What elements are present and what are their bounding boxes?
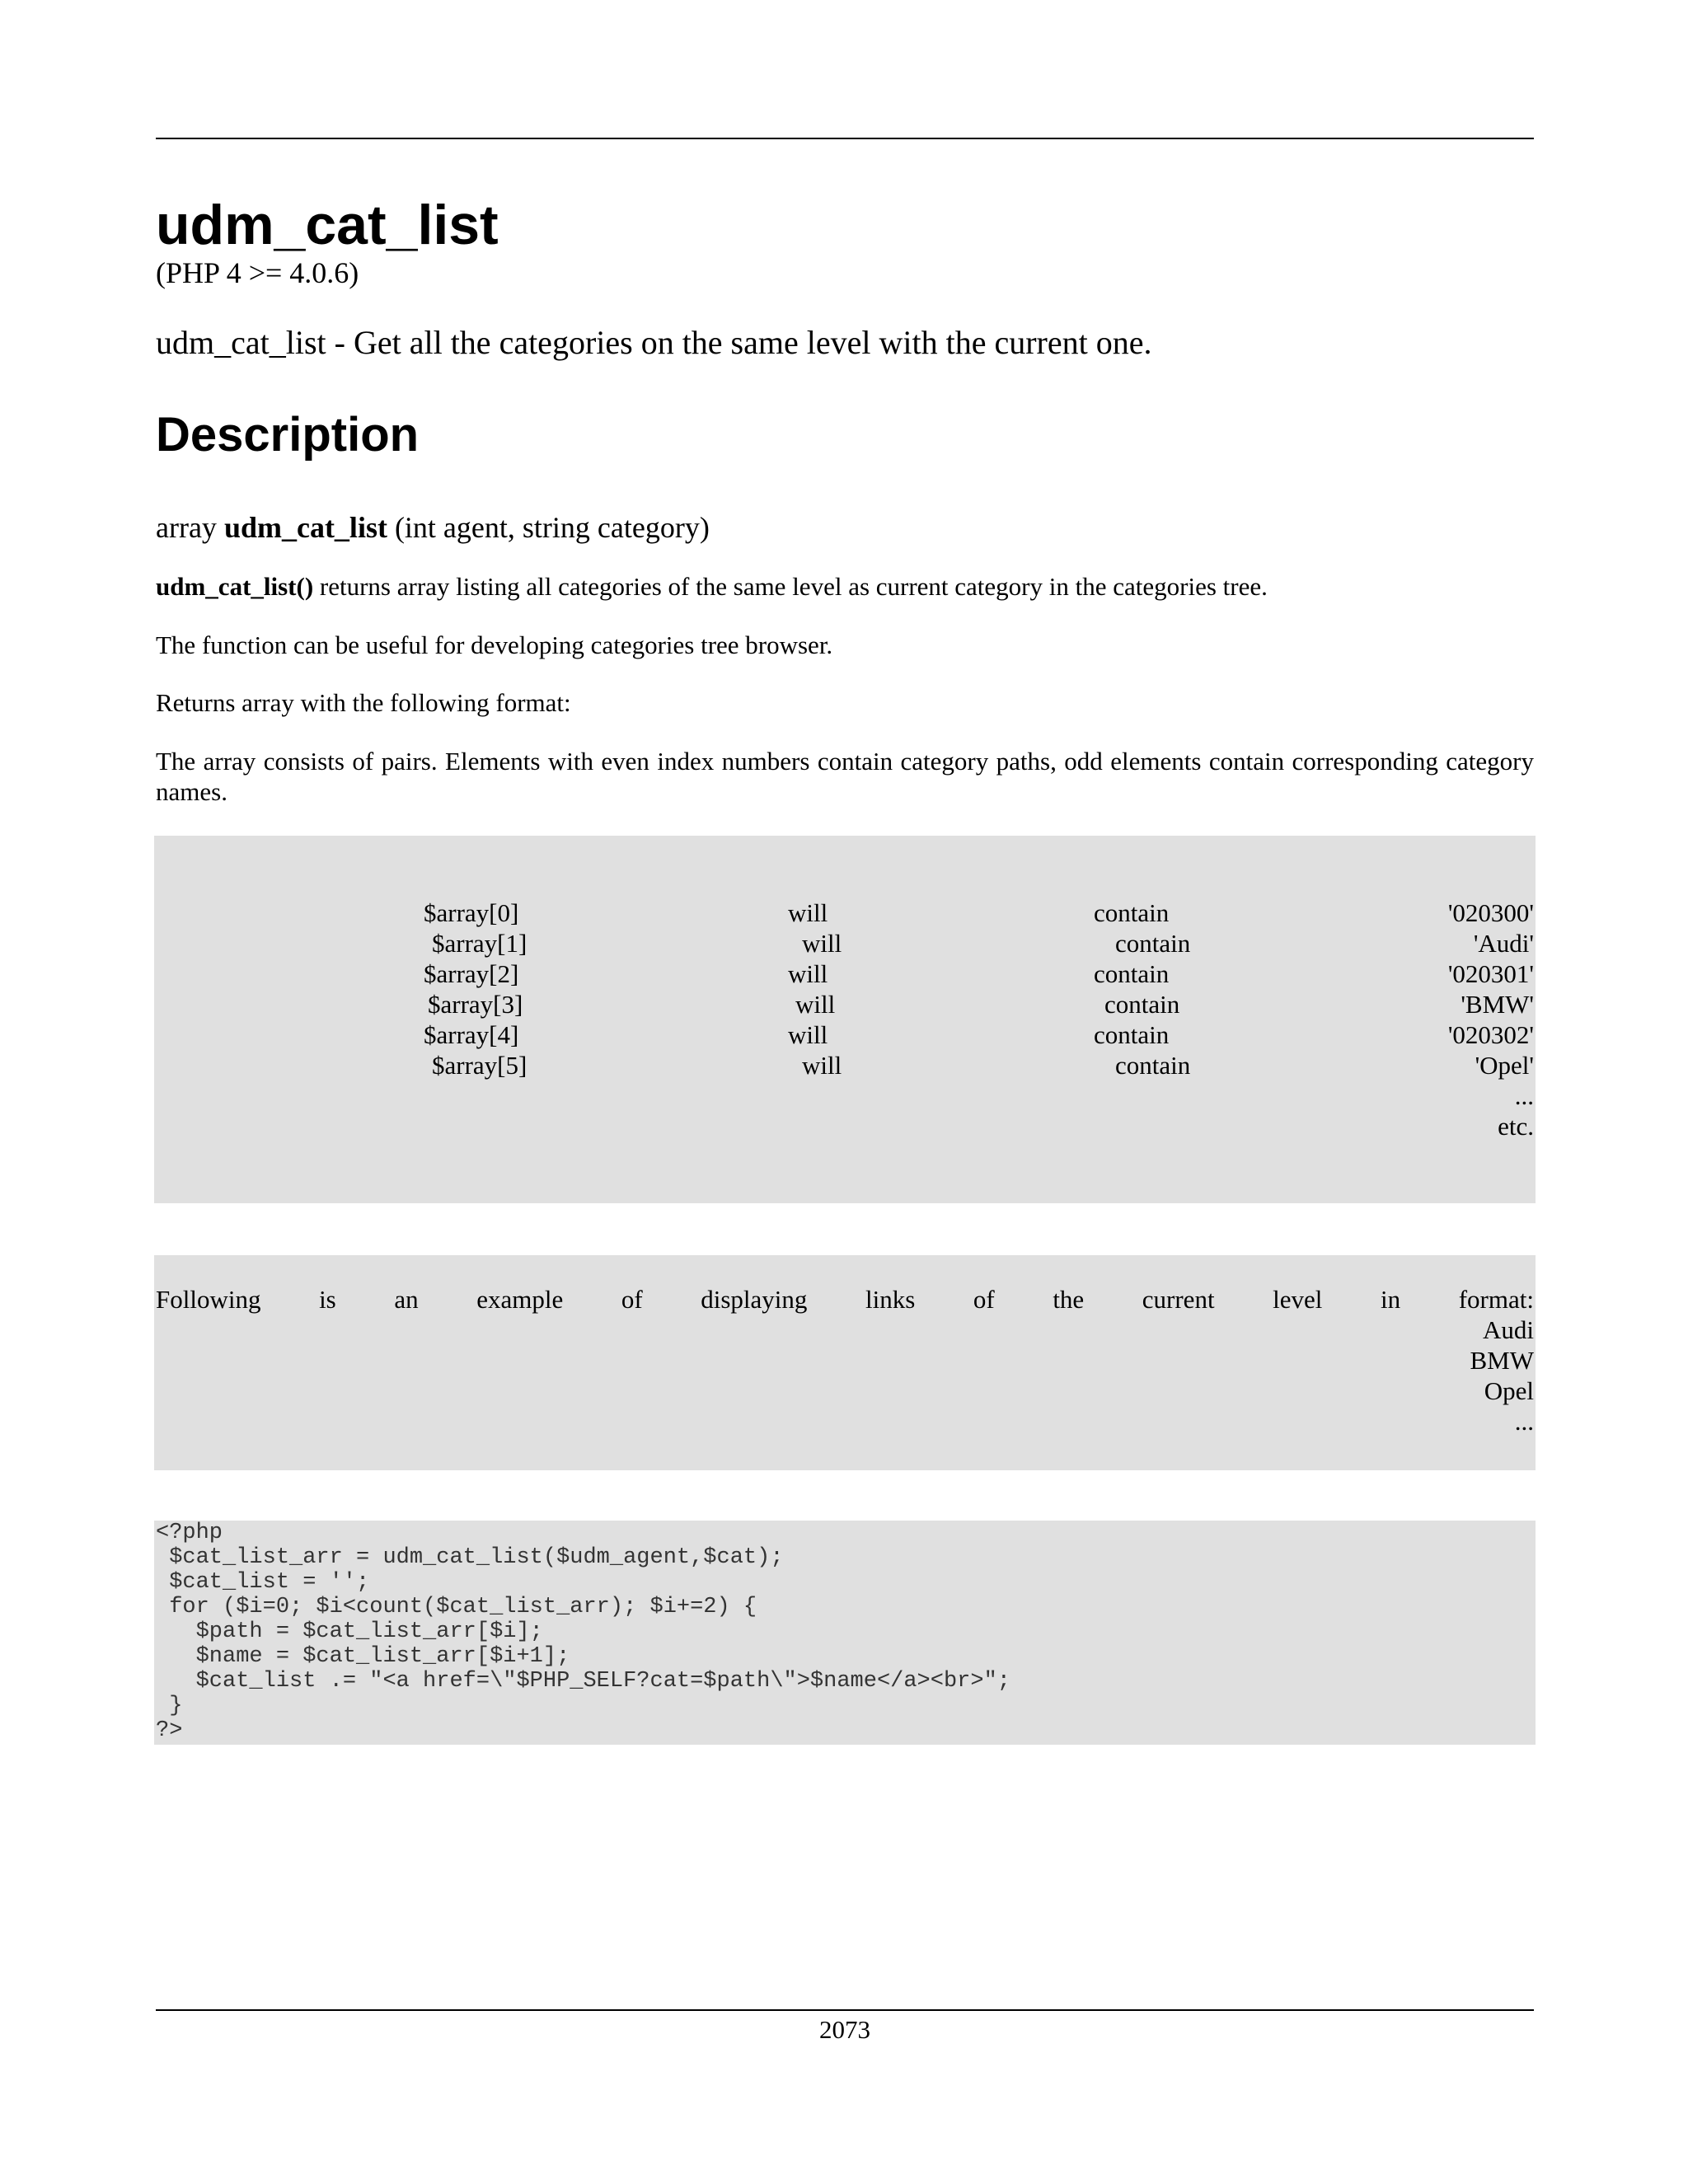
function-params: (int agent, string category)	[394, 511, 710, 544]
example-word: the	[1053, 1285, 1085, 1314]
array-verb: will	[788, 898, 828, 927]
returns-paragraph	[156, 571, 1534, 602]
array-action: contain	[1104, 990, 1180, 1019]
example-word: in	[1381, 1285, 1401, 1314]
array-value: '020300'	[1447, 898, 1534, 927]
array-format-listing	[154, 836, 1536, 1203]
array-index: $array[2]	[424, 959, 519, 988]
array-action: contain	[1094, 898, 1170, 927]
example-intro-box	[154, 1255, 1536, 1470]
function-name: udm_cat_list	[223, 511, 387, 544]
return-type: array	[156, 511, 217, 544]
example-word: of	[621, 1285, 643, 1314]
format-intro-paragraph: Returns array with the following format:	[156, 688, 571, 717]
array-index: $array[0]	[424, 898, 519, 927]
array-row	[156, 1050, 1534, 1080]
pairs-paragraph: The array consists of pairs. Elements with even index numbers contain category paths, odd elements contain corresponding category names.	[156, 747, 1534, 806]
manual-page	[156, 0, 1534, 2184]
example-word: example	[476, 1285, 564, 1314]
array-verb: will	[795, 990, 836, 1019]
function-purpose: udm_cat_list - Get all the categories on the same level with the current one.	[156, 324, 1152, 361]
example-item: Opel	[1484, 1376, 1534, 1405]
array-index: $array[4]	[424, 1020, 519, 1049]
array-action: contain	[1115, 1051, 1191, 1080]
array-etc: etc.	[1498, 1112, 1534, 1141]
example-word: format:	[1458, 1285, 1534, 1314]
version-info: (PHP 4 >= 4.0.6)	[156, 256, 359, 289]
example-intro-sentence	[156, 1284, 1534, 1315]
function-synopsis	[156, 509, 710, 546]
array-action: contain	[1094, 1020, 1170, 1049]
returns-text: returns array listing all categories of the same level as current category in the categories tree.	[313, 572, 1268, 601]
array-action: contain	[1094, 959, 1170, 988]
array-row	[156, 989, 1534, 1019]
array-verb: will	[788, 959, 828, 988]
array-row	[156, 898, 1534, 928]
footer-rule	[156, 2009, 1534, 2011]
code-example: <?php $cat_list_arr = udm_cat_list($udm_agent,$cat); $cat_list = ''; for ($i=0; $i<count($cat_list_arr); $i+=2) { $path = $cat_list_arr[$i]; $name = $cat_list_arr[$i+1]; $cat_list .= "<a href=\"$PHP_SELF?cat=$path\">$name</a><br>"; } ?>	[156, 1521, 1010, 1743]
array-action: contain	[1115, 929, 1191, 958]
array-ellipsis: ...	[1514, 1081, 1534, 1110]
example-word: current	[1142, 1285, 1215, 1314]
example-word: level	[1273, 1285, 1323, 1314]
array-value: '020302'	[1447, 1020, 1534, 1049]
array-value: 'Opel'	[1475, 1051, 1534, 1080]
array-value: 'BMW'	[1461, 990, 1534, 1019]
example-item: ...	[1514, 1407, 1534, 1436]
header-rule	[156, 138, 1534, 139]
example-word: is	[319, 1285, 336, 1314]
example-item: Audi	[1483, 1315, 1534, 1344]
usefulness-paragraph: The function can be useful for developing categories tree browser.	[156, 630, 833, 659]
array-value: 'Audi'	[1473, 929, 1534, 958]
array-verb: will	[788, 1020, 828, 1049]
example-word: of	[973, 1285, 995, 1314]
array-row	[156, 928, 1534, 958]
page-number: 2073	[819, 2015, 870, 2044]
example-item: BMW	[1470, 1346, 1534, 1375]
description-heading: Description	[156, 408, 420, 462]
page-title: udm_cat_list	[156, 194, 499, 256]
example-word: Following	[156, 1285, 261, 1314]
array-value: '020301'	[1447, 959, 1534, 988]
example-word: links	[865, 1285, 916, 1314]
code-example-box	[154, 1521, 1536, 1745]
array-index: $array[3]	[428, 990, 523, 1019]
array-row	[156, 958, 1534, 989]
example-word: an	[394, 1285, 419, 1314]
array-index: $array[1]	[432, 929, 528, 958]
array-verb: will	[802, 1051, 842, 1080]
array-verb: will	[802, 929, 842, 958]
returns-function-name: udm_cat_list()	[156, 572, 314, 601]
example-word: displaying	[701, 1285, 808, 1314]
array-index: $array[5]	[432, 1051, 528, 1080]
array-row	[156, 1019, 1534, 1050]
